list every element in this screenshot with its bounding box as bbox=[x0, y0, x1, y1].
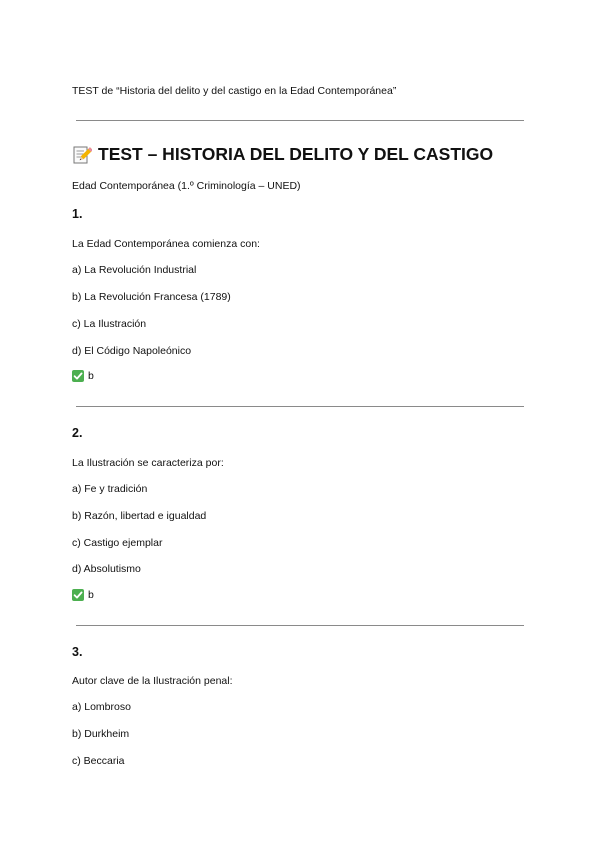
answer-option: b) Durkheim bbox=[72, 728, 130, 740]
divider bbox=[76, 406, 524, 407]
divider bbox=[76, 625, 524, 626]
correct-answer-letter: b bbox=[88, 589, 94, 601]
answer-option: c) Beccaria bbox=[72, 755, 125, 767]
answer-option: b) La Revolución Francesa (1789) bbox=[72, 291, 231, 303]
question-prompt: Autor clave de la Ilustración penal: bbox=[72, 675, 233, 687]
answer-option: a) La Revolución Industrial bbox=[72, 264, 197, 276]
page-subtitle: Edad Contemporánea (1.º Criminología – UNED) bbox=[72, 180, 301, 192]
question-prompt: La Edad Contemporánea comienza con: bbox=[72, 238, 260, 250]
divider bbox=[76, 120, 524, 121]
correct-answer-letter: b bbox=[88, 370, 94, 382]
document-header: TEST de “Historia del delito y del castigo en la Edad Contemporánea” bbox=[72, 85, 397, 97]
question-number: 1. bbox=[72, 207, 83, 221]
memo-pencil-icon bbox=[72, 145, 92, 165]
answer-option: a) Fe y tradición bbox=[72, 483, 148, 495]
answer-option: d) El Código Napoleónico bbox=[72, 345, 192, 357]
question-prompt: La Ilustración se caracteriza por: bbox=[72, 457, 224, 469]
answer-option: c) Castigo ejemplar bbox=[72, 537, 163, 549]
answer-option: a) Lombroso bbox=[72, 701, 131, 713]
answer-option: c) La Ilustración bbox=[72, 318, 147, 330]
check-mark-button-icon bbox=[72, 589, 84, 601]
answer-option: d) Absolutismo bbox=[72, 563, 141, 575]
check-mark-button-icon bbox=[72, 370, 84, 382]
question-number: 3. bbox=[72, 645, 83, 659]
answer-option: b) Razón, libertad e igualdad bbox=[72, 510, 207, 522]
correct-answer bbox=[72, 589, 94, 601]
page-title-text: TEST – HISTORIA DEL DELITO Y DEL CASTIGO bbox=[98, 144, 494, 164]
correct-answer bbox=[72, 370, 94, 382]
question-number: 2. bbox=[72, 426, 83, 440]
page-title bbox=[72, 144, 493, 165]
